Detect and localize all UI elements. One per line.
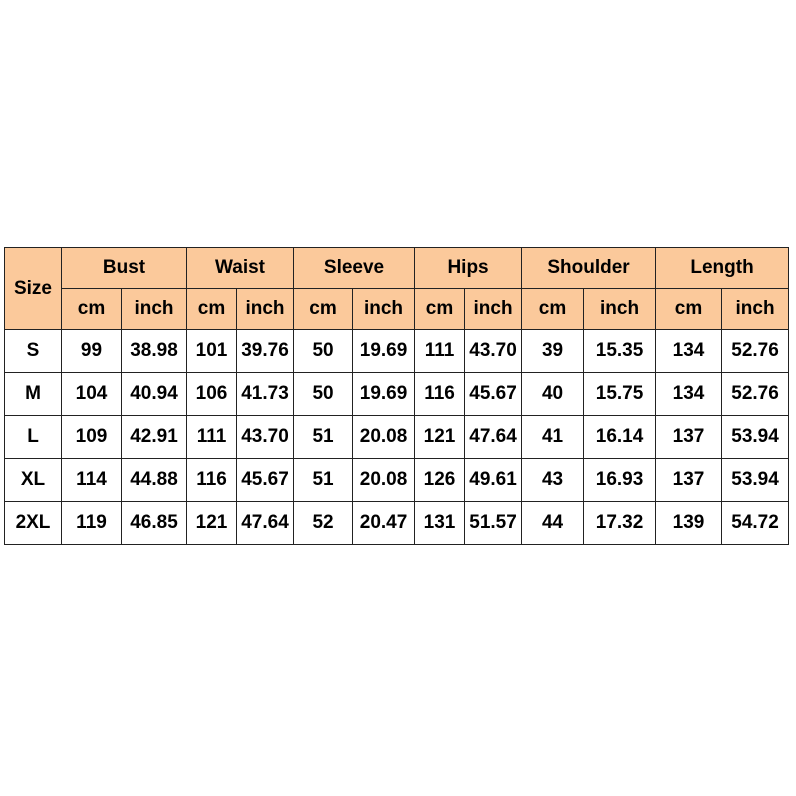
measurement-cell: 38.98 bbox=[122, 330, 187, 373]
measurement-cell: 137 bbox=[656, 416, 722, 459]
unit-header-inch: inch bbox=[465, 289, 522, 330]
measurement-cell: 17.32 bbox=[584, 502, 656, 545]
measurement-cell: 51 bbox=[294, 459, 353, 502]
measurement-cell: 20.08 bbox=[353, 416, 415, 459]
measurement-cell: 109 bbox=[62, 416, 122, 459]
hips-header: Hips bbox=[415, 248, 522, 289]
measurement-cell: 45.67 bbox=[237, 459, 294, 502]
table-row bbox=[5, 330, 789, 373]
measurement-cell: 116 bbox=[415, 373, 465, 416]
measurement-cell: 39 bbox=[522, 330, 584, 373]
measurement-cell: 53.94 bbox=[722, 459, 789, 502]
measurement-cell: 114 bbox=[62, 459, 122, 502]
measurement-cell: 46.85 bbox=[122, 502, 187, 545]
measurement-cell: 19.69 bbox=[353, 330, 415, 373]
unit-header-cm: cm bbox=[62, 289, 122, 330]
measurement-cell: 45.67 bbox=[465, 373, 522, 416]
measurement-cell: 106 bbox=[187, 373, 237, 416]
measurement-cell: 47.64 bbox=[465, 416, 522, 459]
measurement-cell: 41 bbox=[522, 416, 584, 459]
measurement-cell: 40.94 bbox=[122, 373, 187, 416]
unit-header-cm: cm bbox=[415, 289, 465, 330]
measurement-cell: 134 bbox=[656, 373, 722, 416]
measurement-cell: 47.64 bbox=[237, 502, 294, 545]
unit-header-inch: inch bbox=[584, 289, 656, 330]
size-chart-body bbox=[5, 330, 789, 545]
unit-header-inch: inch bbox=[122, 289, 187, 330]
measurement-cell: 50 bbox=[294, 330, 353, 373]
size-column-header: Size bbox=[5, 248, 62, 330]
unit-header-cm: cm bbox=[656, 289, 722, 330]
length-header: Length bbox=[656, 248, 789, 289]
unit-header-row bbox=[5, 289, 789, 330]
measurement-cell: 44.88 bbox=[122, 459, 187, 502]
waist-header: Waist bbox=[187, 248, 294, 289]
measurement-cell: 43.70 bbox=[465, 330, 522, 373]
measurement-cell: 139 bbox=[656, 502, 722, 545]
measurement-cell: 15.35 bbox=[584, 330, 656, 373]
measurement-cell: 49.61 bbox=[465, 459, 522, 502]
size-cell: M bbox=[5, 373, 62, 416]
measurement-cell: 111 bbox=[415, 330, 465, 373]
measurement-cell: 15.75 bbox=[584, 373, 656, 416]
measurement-cell: 134 bbox=[656, 330, 722, 373]
measurement-cell: 137 bbox=[656, 459, 722, 502]
measurement-cell: 43 bbox=[522, 459, 584, 502]
measurement-cell: 44 bbox=[522, 502, 584, 545]
measurement-cell: 121 bbox=[187, 502, 237, 545]
measurement-cell: 51.57 bbox=[465, 502, 522, 545]
measurement-cell: 19.69 bbox=[353, 373, 415, 416]
size-cell: S bbox=[5, 330, 62, 373]
measurement-cell: 20.47 bbox=[353, 502, 415, 545]
table-row bbox=[5, 502, 789, 545]
measurement-cell: 42.91 bbox=[122, 416, 187, 459]
measurement-cell: 51 bbox=[294, 416, 353, 459]
measurement-cell: 53.94 bbox=[722, 416, 789, 459]
measurement-cell: 16.14 bbox=[584, 416, 656, 459]
size-cell: 2XL bbox=[5, 502, 62, 545]
unit-header-cm: cm bbox=[294, 289, 353, 330]
table-row bbox=[5, 373, 789, 416]
measurement-cell: 20.08 bbox=[353, 459, 415, 502]
unit-header-cm: cm bbox=[187, 289, 237, 330]
measurement-cell: 39.76 bbox=[237, 330, 294, 373]
measurement-cell: 40 bbox=[522, 373, 584, 416]
size-cell: L bbox=[5, 416, 62, 459]
measurement-cell: 104 bbox=[62, 373, 122, 416]
size-chart-table bbox=[4, 247, 789, 545]
measurement-cell: 99 bbox=[62, 330, 122, 373]
size-cell: XL bbox=[5, 459, 62, 502]
unit-header-inch: inch bbox=[722, 289, 789, 330]
bust-header: Bust bbox=[62, 248, 187, 289]
unit-header-inch: inch bbox=[237, 289, 294, 330]
measurement-cell: 116 bbox=[187, 459, 237, 502]
measurement-cell: 41.73 bbox=[237, 373, 294, 416]
measurement-cell: 101 bbox=[187, 330, 237, 373]
measurement-cell: 111 bbox=[187, 416, 237, 459]
table-row bbox=[5, 459, 789, 502]
table-row bbox=[5, 416, 789, 459]
measurement-cell: 121 bbox=[415, 416, 465, 459]
measurement-cell: 54.72 bbox=[722, 502, 789, 545]
unit-header-inch: inch bbox=[353, 289, 415, 330]
measurement-cell: 126 bbox=[415, 459, 465, 502]
measurement-cell: 131 bbox=[415, 502, 465, 545]
sleeve-header: Sleeve bbox=[294, 248, 415, 289]
measurement-cell: 52.76 bbox=[722, 330, 789, 373]
measurement-cell: 50 bbox=[294, 373, 353, 416]
measurement-cell: 52.76 bbox=[722, 373, 789, 416]
measurement-cell: 119 bbox=[62, 502, 122, 545]
measurement-cell: 16.93 bbox=[584, 459, 656, 502]
unit-header-cm: cm bbox=[522, 289, 584, 330]
shoulder-header: Shoulder bbox=[522, 248, 656, 289]
measurement-cell: 43.70 bbox=[237, 416, 294, 459]
measurement-cell: 52 bbox=[294, 502, 353, 545]
